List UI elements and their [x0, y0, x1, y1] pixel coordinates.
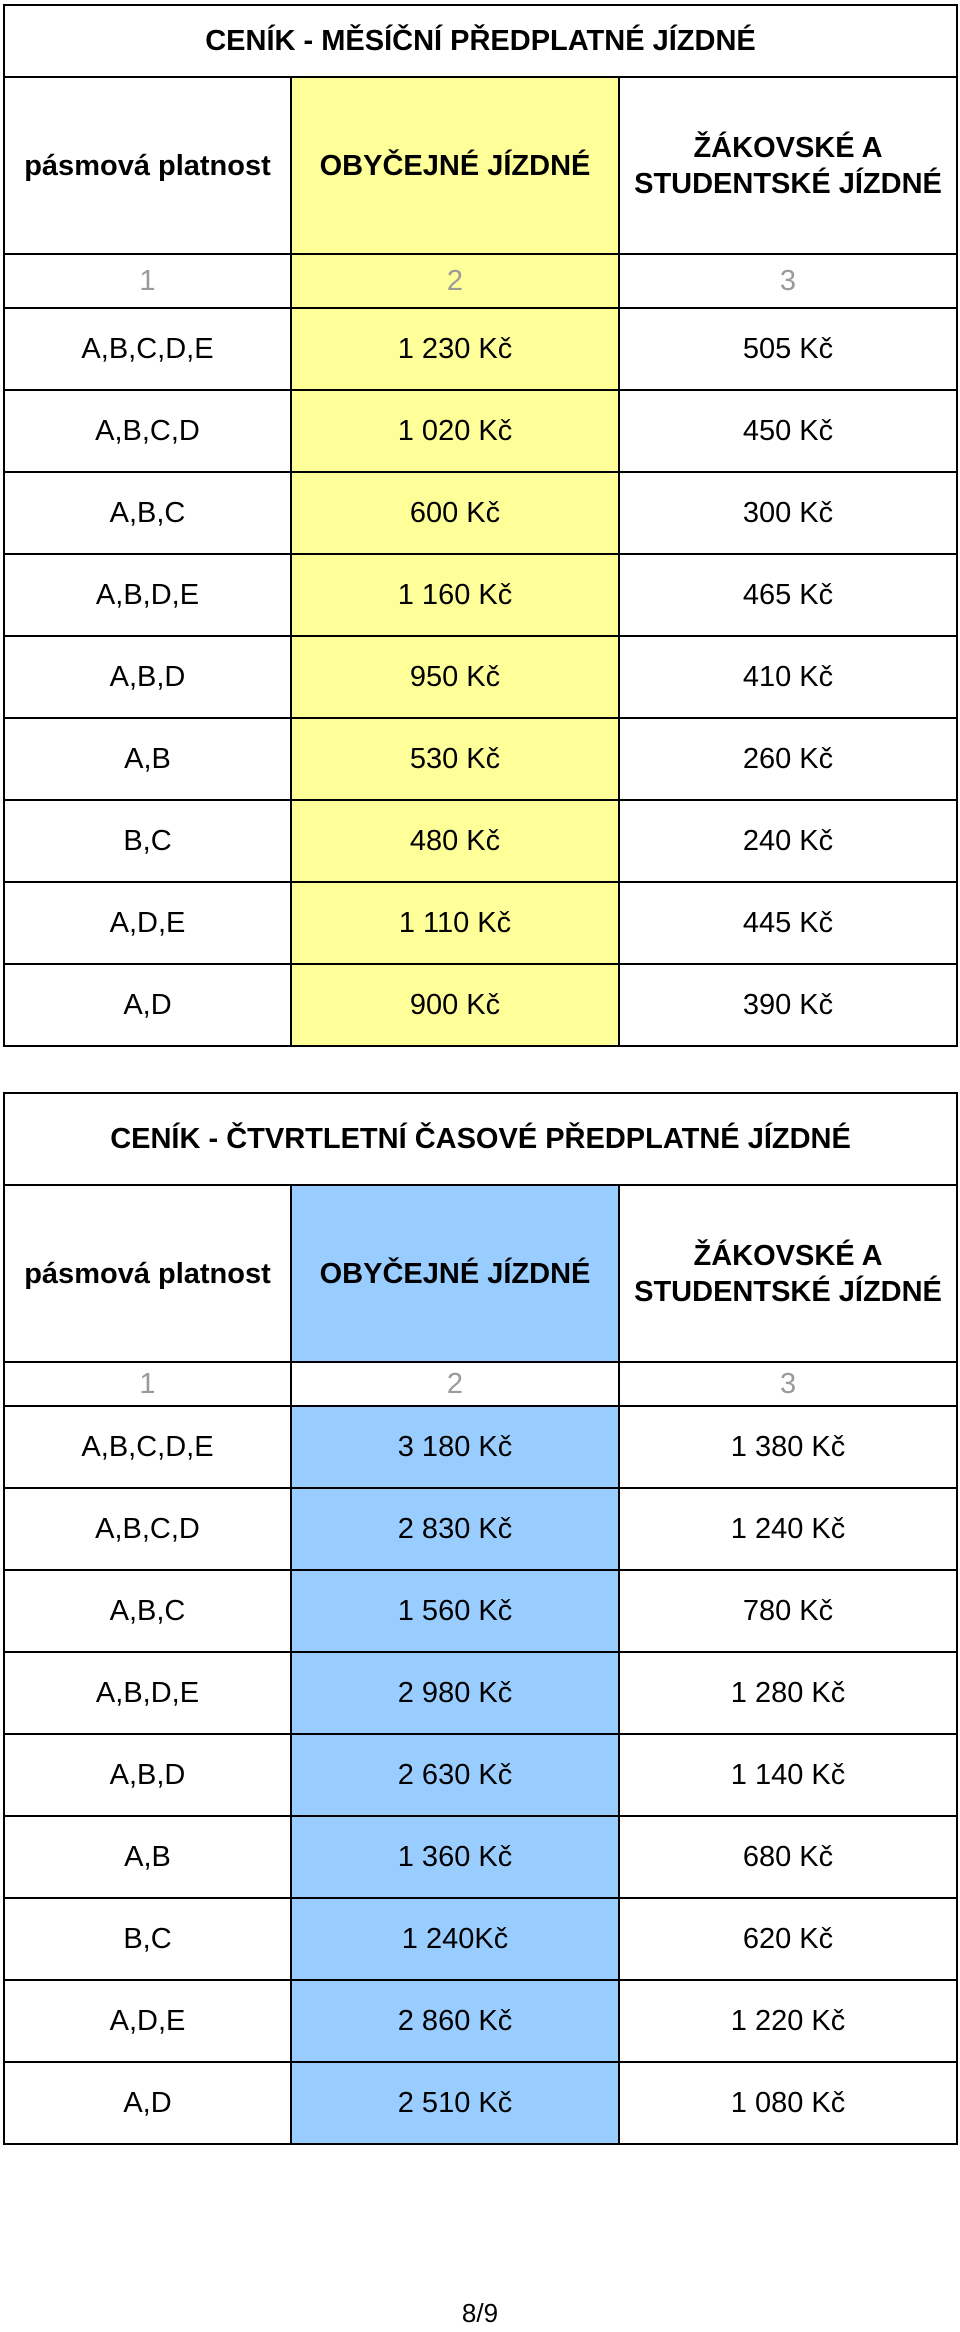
zone-cell: A,B,D — [4, 1734, 291, 1816]
table-row — [4, 1488, 957, 1570]
zone-cell: B,C — [4, 800, 291, 882]
student-price-cell: 260 Kč — [619, 718, 957, 800]
student-price-cell: 1 080 Kč — [619, 2062, 957, 2144]
zone-cell: A,B,D — [4, 636, 291, 718]
table-row — [4, 1980, 957, 2062]
column-number: 2 — [291, 254, 619, 308]
zone-cell: A,D — [4, 964, 291, 1046]
regular-price-cell: 1 560 Kč — [291, 1570, 619, 1652]
table-title: CENÍK - MĚSÍČNÍ PŘEDPLATNÉ JÍZDNÉ — [4, 5, 957, 77]
table-row — [4, 1816, 957, 1898]
table-row — [4, 472, 957, 554]
zone-cell: A,B,C,D — [4, 390, 291, 472]
student-price-cell: 390 Kč — [619, 964, 957, 1046]
table-row — [4, 308, 957, 390]
regular-price-cell: 1 360 Kč — [291, 1816, 619, 1898]
table-row — [4, 554, 957, 636]
zone-cell: A,D,E — [4, 1980, 291, 2062]
student-price-cell: 1 280 Kč — [619, 1652, 957, 1734]
regular-price-cell: 2 830 Kč — [291, 1488, 619, 1570]
zone-cell: B,C — [4, 1898, 291, 1980]
header-zone-validity: pásmová platnost — [4, 77, 291, 254]
student-price-cell: 680 Kč — [619, 1816, 957, 1898]
regular-price-cell: 2 630 Kč — [291, 1734, 619, 1816]
student-price-cell: 410 Kč — [619, 636, 957, 718]
student-price-cell: 620 Kč — [619, 1898, 957, 1980]
quarterly-price-table — [3, 1092, 958, 2145]
table-row — [4, 390, 957, 472]
column-number: 1 — [4, 254, 291, 308]
table-row — [4, 2062, 957, 2144]
table-row — [4, 1898, 957, 1980]
header-student-fare: ŽÁKOVSKÉ A STUDENTSKÉ JÍZDNÉ — [619, 77, 957, 254]
regular-price-cell: 3 180 Kč — [291, 1406, 619, 1488]
regular-price-cell: 1 160 Kč — [291, 554, 619, 636]
student-price-cell: 780 Kč — [619, 1570, 957, 1652]
table-row — [4, 1570, 957, 1652]
table-row — [4, 1734, 957, 1816]
regular-price-cell: 900 Kč — [291, 964, 619, 1046]
table-row — [4, 718, 957, 800]
student-price-cell: 450 Kč — [619, 390, 957, 472]
table-row — [4, 882, 957, 964]
zone-cell: A,B,C,D,E — [4, 1406, 291, 1488]
header-regular-fare: OBYČEJNÉ JÍZDNÉ — [291, 77, 619, 254]
table-title: CENÍK - ČTVRTLETNÍ ČASOVÉ PŘEDPLATNÉ JÍZDNÉ — [4, 1093, 957, 1185]
zone-cell: A,B,C,D,E — [4, 308, 291, 390]
table-row — [4, 964, 957, 1046]
column-number: 1 — [4, 1362, 291, 1406]
zone-cell: A,D — [4, 2062, 291, 2144]
zone-cell: A,B,C,D — [4, 1488, 291, 1570]
table-row — [4, 636, 957, 718]
zone-cell: A,B,D,E — [4, 1652, 291, 1734]
header-student-fare: ŽÁKOVSKÉ A STUDENTSKÉ JÍZDNÉ — [619, 1185, 957, 1362]
monthly-price-table — [3, 4, 958, 1047]
column-number: 3 — [619, 254, 957, 308]
regular-price-cell: 2 860 Kč — [291, 1980, 619, 2062]
regular-price-cell: 1 230 Kč — [291, 308, 619, 390]
header-zone-validity: pásmová platnost — [4, 1185, 291, 1362]
regular-price-cell: 2 980 Kč — [291, 1652, 619, 1734]
header-regular-fare: OBYČEJNÉ JÍZDNÉ — [291, 1185, 619, 1362]
zone-cell: A,D,E — [4, 882, 291, 964]
regular-price-cell: 2 510 Kč — [291, 2062, 619, 2144]
regular-price-cell: 600 Kč — [291, 472, 619, 554]
regular-price-cell: 1 240Kč — [291, 1898, 619, 1980]
column-number: 3 — [619, 1362, 957, 1406]
regular-price-cell: 1 020 Kč — [291, 390, 619, 472]
student-price-cell: 1 380 Kč — [619, 1406, 957, 1488]
column-number: 2 — [291, 1362, 619, 1406]
student-price-cell: 1 240 Kč — [619, 1488, 957, 1570]
regular-price-cell: 530 Kč — [291, 718, 619, 800]
page-number: 8/9 — [461, 2298, 499, 2328]
student-price-cell: 1 140 Kč — [619, 1734, 957, 1816]
student-price-cell: 1 220 Kč — [619, 1980, 957, 2062]
student-price-cell: 465 Kč — [619, 554, 957, 636]
table-row — [4, 800, 957, 882]
regular-price-cell: 1 110 Kč — [291, 882, 619, 964]
zone-cell: A,B — [4, 1816, 291, 1898]
student-price-cell: 300 Kč — [619, 472, 957, 554]
student-price-cell: 505 Kč — [619, 308, 957, 390]
regular-price-cell: 480 Kč — [291, 800, 619, 882]
regular-price-cell: 950 Kč — [291, 636, 619, 718]
zone-cell: A,B,C — [4, 472, 291, 554]
zone-cell: A,B — [4, 718, 291, 800]
student-price-cell: 240 Kč — [619, 800, 957, 882]
zone-cell: A,B,C — [4, 1570, 291, 1652]
zone-cell: A,B,D,E — [4, 554, 291, 636]
student-price-cell: 445 Kč — [619, 882, 957, 964]
table-row — [4, 1406, 957, 1488]
table-row — [4, 1652, 957, 1734]
